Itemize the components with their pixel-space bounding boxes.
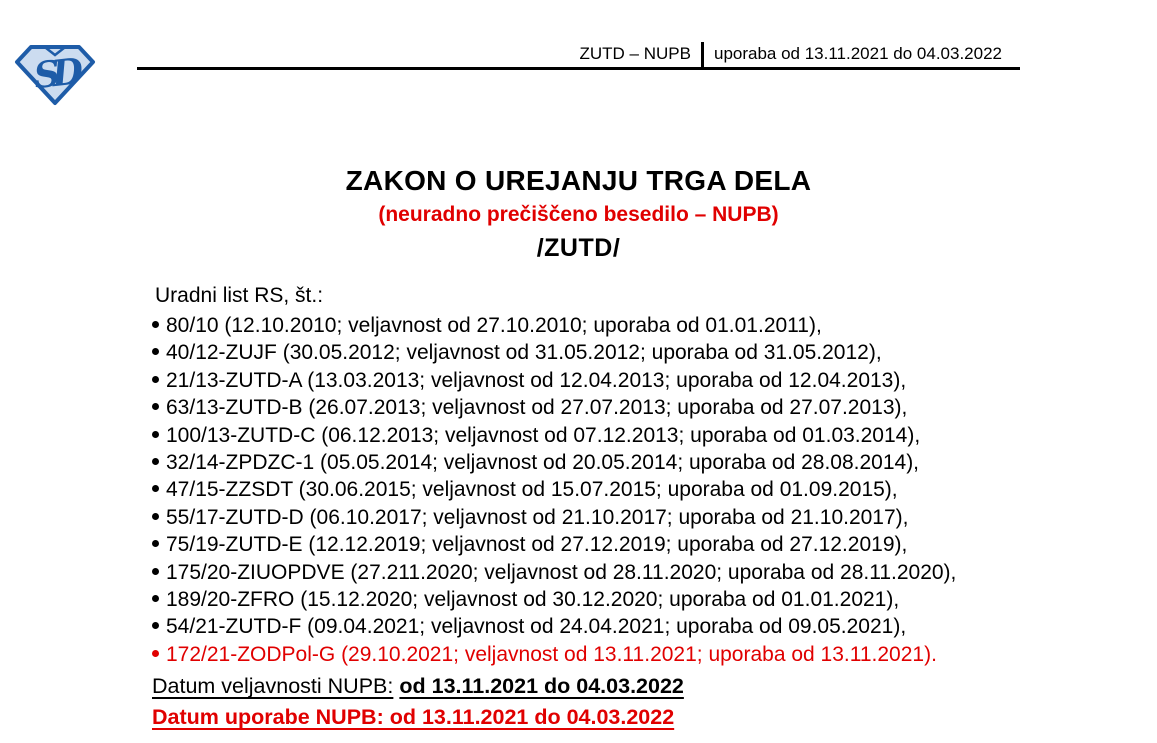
bullet-icon [152, 595, 159, 602]
header-separator [701, 42, 704, 70]
gazette-entry-text: 189/20-ZFRO (15.12.2020; veljavnost od 30.12.2020; uporaba od 01.01.2021), [166, 588, 900, 612]
bullet-icon [152, 403, 159, 410]
page-header [580, 42, 1002, 70]
bullet-icon [152, 485, 159, 492]
gazette-entry [152, 559, 956, 586]
gazette-entry-text: 32/14-ZPDZC-1 (05.05.2014; veljavnost od 20.05.2014; uporaba od 28.08.2014), [166, 451, 920, 475]
gazette-entry-text: 172/21-ZODPol-G (29.10.2021; veljavnost od 13.11.2021; uporaba od 13.11.2021). [166, 642, 937, 666]
gazette-entry-text: 21/13-ZUTD-A (13.03.2013; veljavnost od 12.04.2013; uporaba od 12.04.2013), [166, 368, 907, 392]
gazette-entry [152, 367, 956, 394]
bullet-icon [152, 513, 159, 520]
bullet-icon [152, 540, 159, 547]
gazette-entry [152, 394, 956, 421]
gazette-entry [152, 312, 956, 339]
gazette-entry [152, 586, 956, 613]
page-title-abbreviation: /ZUTD/ [536, 234, 621, 262]
validity-line [152, 674, 684, 699]
gazette-entry [152, 422, 956, 449]
footer-dates [152, 674, 684, 730]
usage-line-wrap [152, 705, 684, 730]
bullet-icon [152, 348, 159, 355]
sd-logo-icon [14, 44, 96, 106]
gazette-entry [152, 476, 956, 503]
bullet-icon [152, 376, 159, 383]
page-title: ZAKON O UREJANJU TRGA DELA [345, 165, 812, 196]
gazette-entry-text: 80/10 (12.10.2010; veljavnost od 27.10.2010; uporaba od 01.01.2011), [166, 314, 822, 337]
gazette-entry-text: 54/21-ZUTD-F (09.04.2021; veljavnost od 24.04.2021; uporaba od 09.05.2021), [166, 615, 907, 639]
bullet-icon [152, 568, 159, 575]
gazette-list [152, 312, 956, 668]
bullet-icon [152, 321, 159, 328]
gazette-heading: Uradni list RS, št.: [155, 284, 324, 307]
title-block [0, 165, 1157, 263]
gazette-entry [152, 449, 956, 476]
gazette-entry [152, 504, 956, 531]
gazette-entry-text: 100/13-ZUTD-C (06.12.2013; veljavnost od 07.12.2013; uporaba od 01.03.2014), [166, 423, 921, 447]
gazette-entry-text: 40/12-ZUJF (30.05.2012; veljavnost od 31.05.2012; uporaba od 31.05.2012), [166, 341, 882, 365]
header-usage-note: uporaba od 13.11.2021 do 04.03.2022 [713, 44, 1002, 63]
bullet-icon [152, 622, 159, 629]
gazette-entry [152, 641, 956, 668]
bullet-icon [152, 458, 159, 465]
gazette-entry-text: 63/13-ZUTD-B (26.07.2013; veljavnost od 27.07.2013; uporaba od 27.07.2013), [166, 396, 908, 420]
gazette-entry [152, 613, 956, 640]
page-subtitle: (neuradno prečiščeno besedilo – NUPB) [378, 203, 779, 226]
bullet-icon [152, 431, 159, 438]
usage-line: Datum uporabe NUPB: od 13.11.2021 do 04.03.2022 [152, 705, 675, 729]
gazette-entry-text: 47/15-ZZSDT (30.06.2015; veljavnost od 15.07.2015; uporaba od 01.09.2015), [166, 478, 898, 502]
validity-line-wrap [152, 674, 684, 699]
validity-label: Datum veljavnosti NUPB: [152, 674, 394, 698]
gazette-entry-text: 75/19-ZUTD-E (12.12.2019; veljavnost od 27.12.2019; uporaba od 27.12.2019), [166, 533, 908, 557]
header-doc-code: ZUTD – NUPB [579, 44, 691, 63]
validity-dates: od 13.11.2021 do 04.03.2022 [399, 674, 684, 698]
gazette-entry [152, 339, 956, 366]
logo-monogram: SD [31, 50, 78, 98]
gazette-entry-text: 175/20-ZIUOPDVE (27.211.2020; veljavnost od 28.11.2020; uporaba od 28.11.2020), [166, 560, 957, 584]
bullet-icon [152, 650, 159, 657]
gazette-section [152, 283, 956, 668]
gazette-entry-text: 55/17-ZUTD-D (06.10.2017; veljavnost od 21.10.2017; uporaba od 21.10.2017), [166, 505, 909, 529]
gazette-entry [152, 531, 956, 558]
header-rule [137, 67, 1020, 70]
